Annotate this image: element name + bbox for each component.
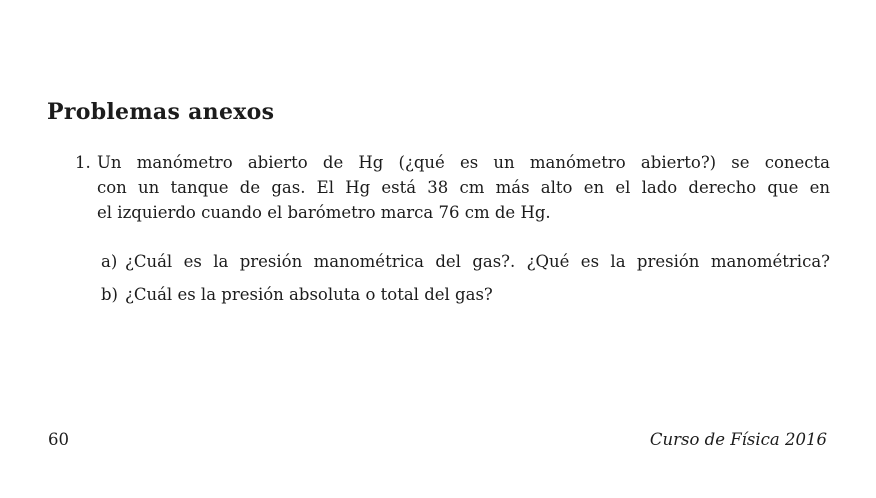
footer-course-title: Curso de Física 2016	[649, 430, 827, 449]
section-heading: Problemas anexos	[47, 99, 275, 125]
problem-number: 1.	[75, 153, 91, 172]
problem-line: el izquierdo cuando el barómetro marca 76 cm de Hg.	[97, 203, 551, 222]
problem-line: con un tanque de gas. El Hg está 38 cm más alto en el lado derecho que en	[97, 178, 830, 197]
problem-text	[97, 150, 830, 225]
subitem-text: ¿Cuál es la presión absoluta o total del gas?	[125, 285, 493, 304]
problem-line: Un manómetro abierto de Hg (¿qué es un manómetro abierto?) se conecta	[97, 153, 830, 172]
subitem-label: b)	[101, 285, 118, 304]
subitem-label: a)	[101, 252, 118, 271]
subitem-text: ¿Cuál es la presión manométrica del gas?. ¿Qué es la presión manométrica?	[125, 252, 830, 271]
footer-page-number: 60	[48, 430, 69, 449]
